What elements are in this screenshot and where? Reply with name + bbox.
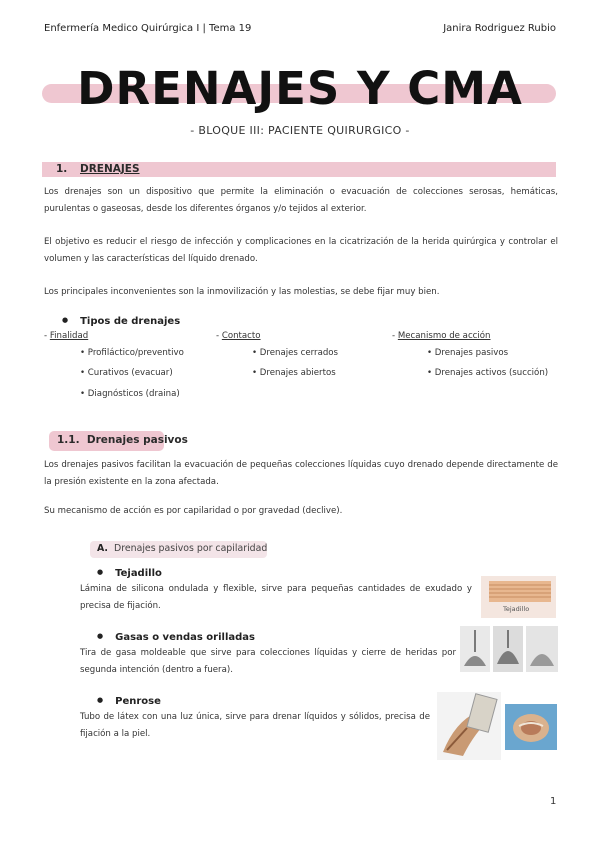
header-right: Janira Rodriguez Rubio xyxy=(443,23,556,34)
tejadillo-heading: ● Tejadillo xyxy=(97,568,162,579)
section-1-paragraph-2: El objetivo es reducir el riesgo de infección y complicaciones en la cicatrización de la herida quirúrgica y controlar el volumen y las características del líquido drenado. xyxy=(44,237,558,264)
section-1-title: DRENAJES xyxy=(80,163,140,175)
gasas-heading: ● Gasas o vendas orilladas xyxy=(97,632,255,643)
types-heading: ● Tipos de drenajes xyxy=(62,316,180,327)
list-item: • Drenajes activos (succión) xyxy=(427,368,549,378)
list-item: • Drenajes pasivos xyxy=(427,348,509,358)
penrose-text: Tubo de látex con una luz única, sirve para drenar líquidos y sólidos, precisa de fijación a la piel. xyxy=(80,712,430,739)
penrose-image-1 xyxy=(437,692,501,760)
list-item: • Curativos (evacuar) xyxy=(80,368,173,378)
tejadillo-image xyxy=(481,576,556,618)
list-item: • Drenajes abiertos xyxy=(252,368,336,378)
section-1-1-paragraph-2: Su mecanismo de acción es por capilaridad o por gravedad (declive). xyxy=(44,506,343,516)
tejadillo-text: Lámina de silicona ondulada y flexible, sirve para pequeñas cantidades de exudado y precisa de fijación. xyxy=(80,584,472,611)
gasas-text: Tira de gasa moldeable que sirve para colecciones líquidas y cierre de heridas por segunda intención (dentro a fuera). xyxy=(80,648,456,675)
header-left: Enfermería Medico Quirúrgica I | Tema 19 xyxy=(44,23,252,34)
section-1-1-title: 1.1. Drenajes pasivos xyxy=(57,434,188,446)
page-title: DRENAJES Y CMA xyxy=(77,62,523,115)
gasas-image xyxy=(460,626,558,672)
subsection-a-title: A. Drenajes pasivos por capilaridad xyxy=(97,543,268,554)
section-1-paragraph-1: Los drenajes son un dispositivo que permite la eliminación o evacuación de colecciones serosas, hemáticas, purulentas o gaseosas, desde los diferentes órganos y/o tejidos al exterior. xyxy=(44,187,558,214)
list-item: • Drenajes cerrados xyxy=(252,348,339,358)
page-subtitle: - BLOQUE III: PACIENTE QUIRURGICO - xyxy=(190,124,410,137)
list-item: • Diagnósticos (draina) xyxy=(80,389,180,399)
section-1-paragraph-3: Los principales inconvenientes son la inmovilización y las molestias, se debe fijar muy bien. xyxy=(44,287,440,297)
category-finalidad: - Finalidad xyxy=(44,331,89,341)
list-item: • Profiláctico/preventivo xyxy=(80,348,184,358)
tejadillo-image-label: Tejadillo xyxy=(503,605,530,613)
page-number: 1 xyxy=(550,796,557,807)
section-1-1-paragraph-1: Los drenajes pasivos facilitan la evacuación de pequeñas colecciones líquidas cuyo drenado depende directamente de la presión existente en la zona afectada. xyxy=(44,460,558,487)
section-1-number: 1. xyxy=(56,163,68,175)
penrose-image-2 xyxy=(505,704,557,750)
category-contacto: - Contacto xyxy=(216,331,261,341)
category-mecanismo: - Mecanismo de acción xyxy=(392,331,491,341)
penrose-heading: ● Penrose xyxy=(97,696,161,707)
